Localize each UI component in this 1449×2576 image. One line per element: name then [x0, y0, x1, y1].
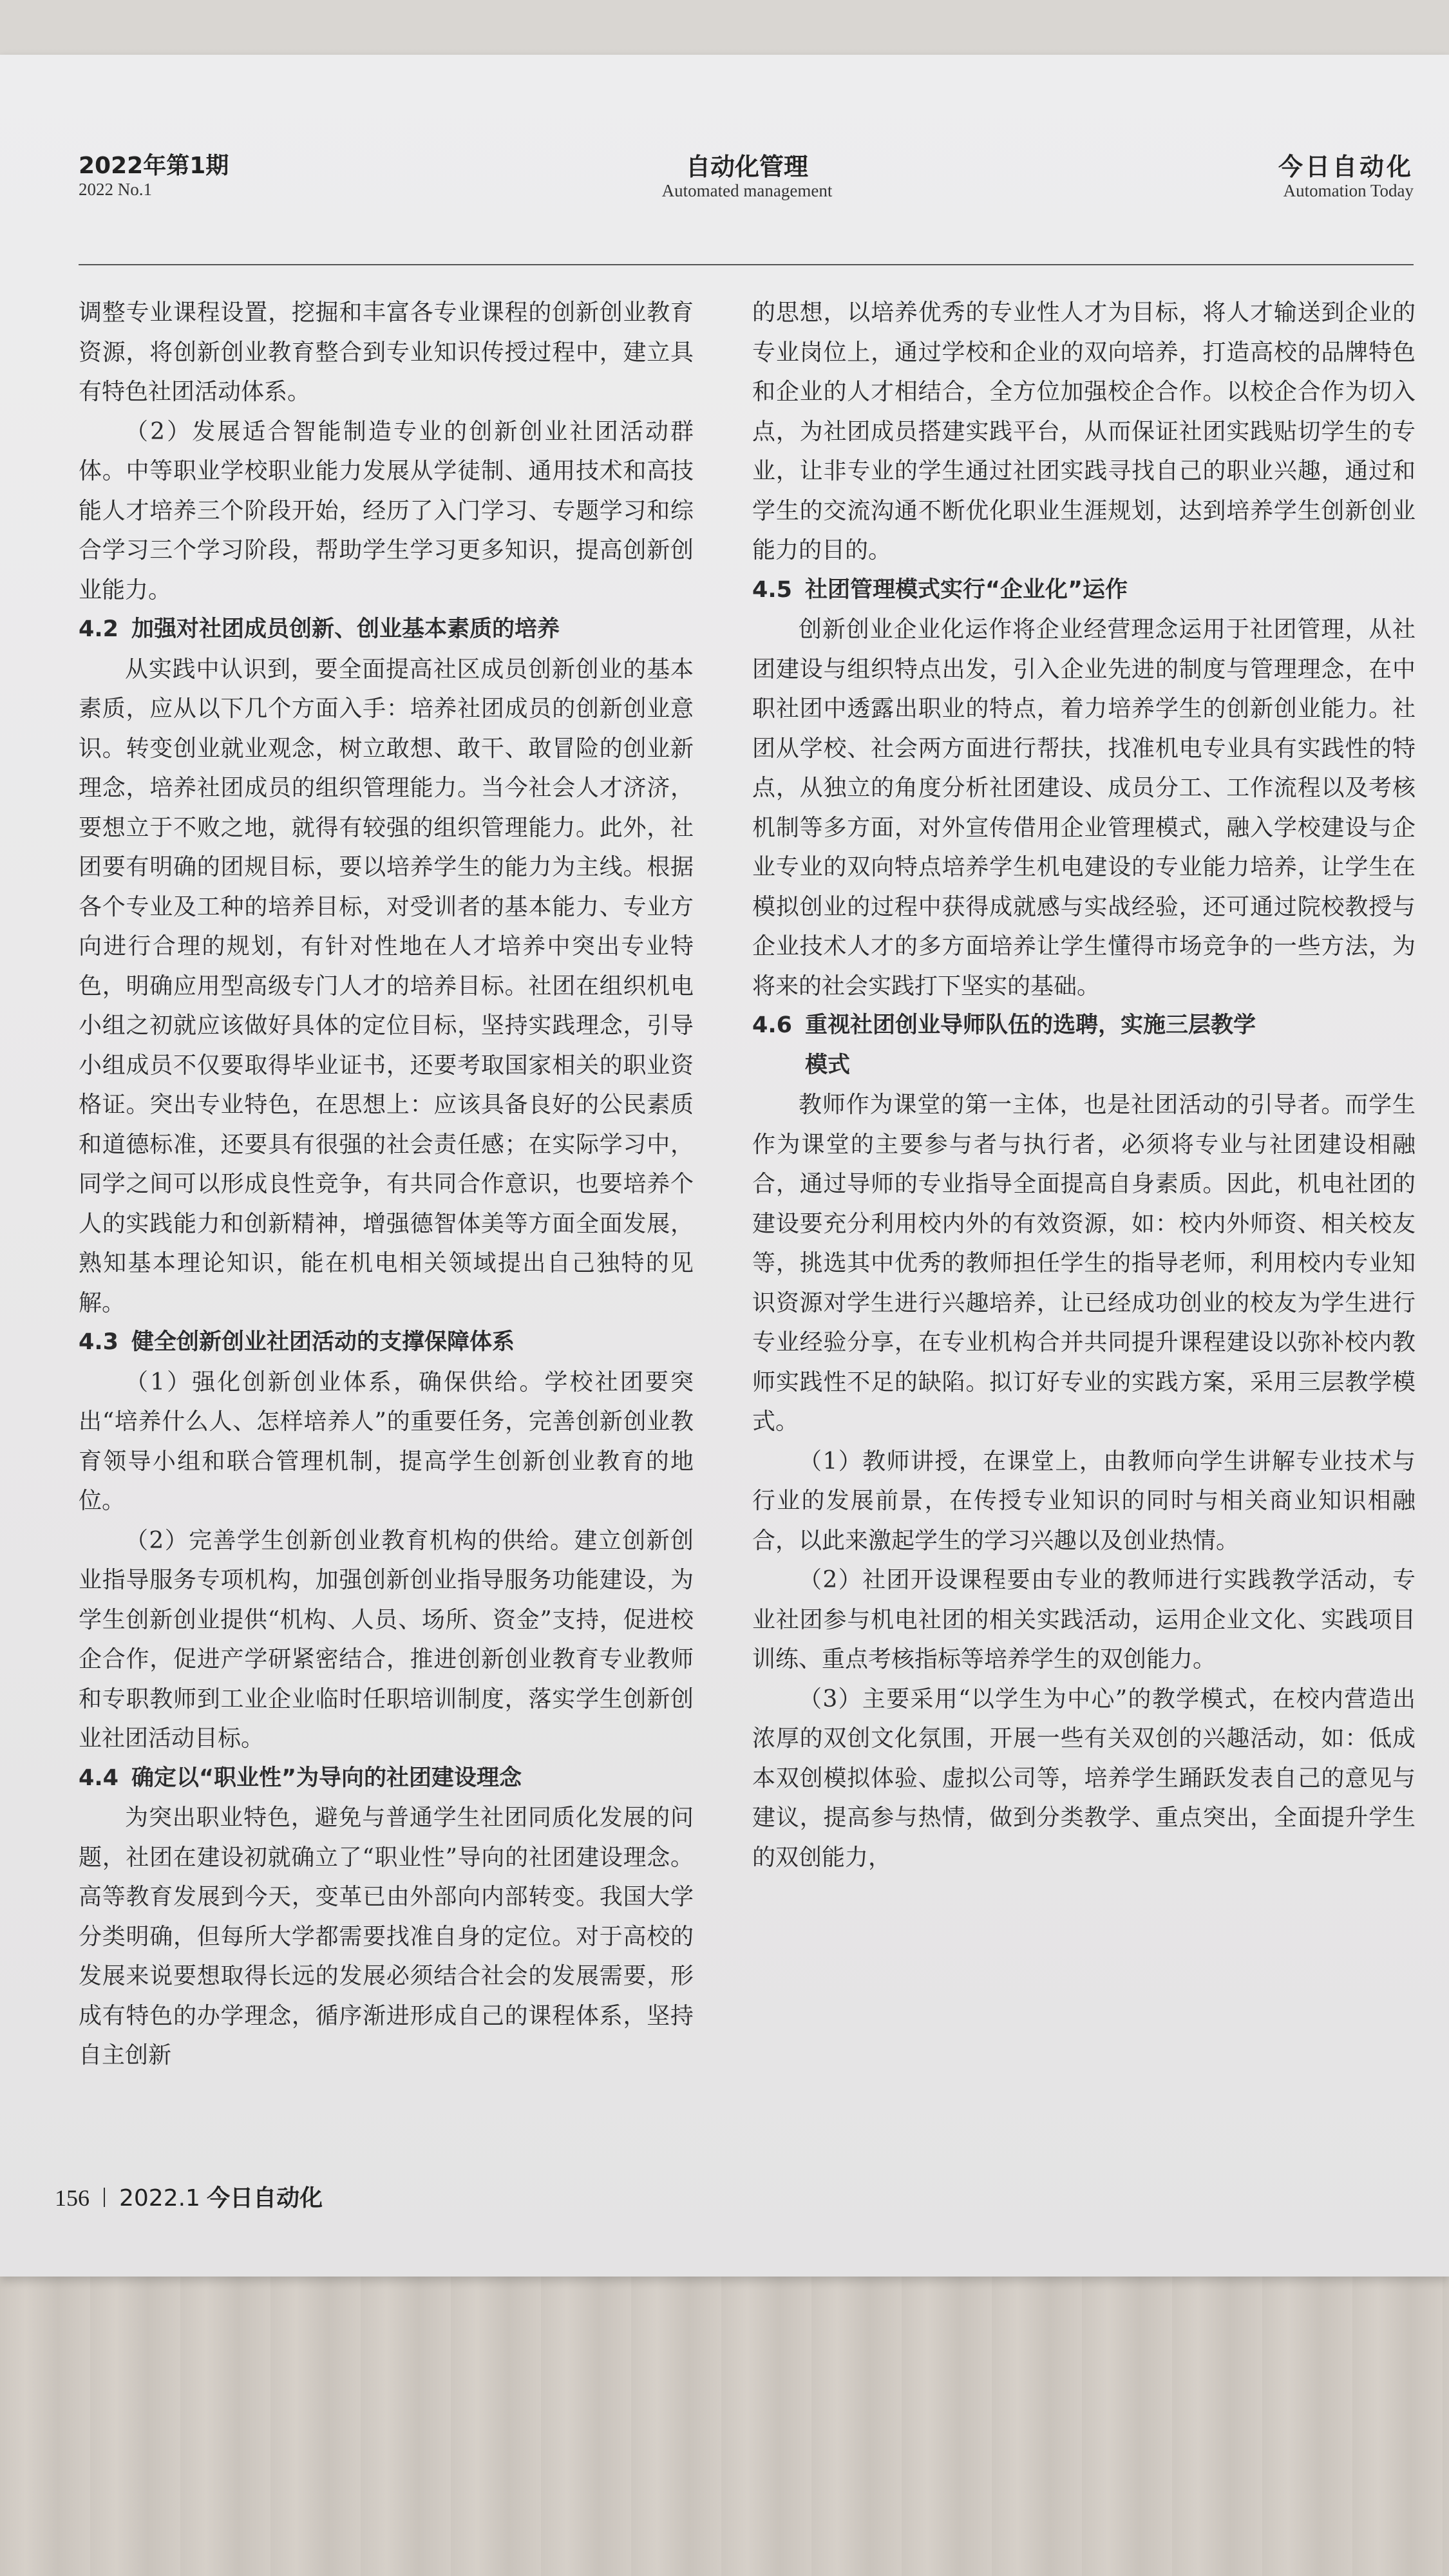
- table-surface: [0, 2277, 1449, 2576]
- paragraph: 从实践中认识到，要全面提高社区成员创新创业的基本素质，应从以下几个方面入手：培养社团成员的创新创业意识。转变创业就业观念，树立敢想、敢干、敢冒险的创业新理念，培养社团成员的组织管理能力。当今社会人才济济，要想立于不败之地，就得有较强的组织管理能力。此外，社团要有明确的团规目标，要以培养学生的能力为主线。根据各个专业及工种的培养目标，对受训者的基本能力、专业方向进行合理的规划，有针对性地在人才培养中突出专业特色，明确应用型高级专门人才的培养目标。社团在组织机电小组之初就应该做好具体的定位目标，坚持实践理念，引导小组成员不仅要取得毕业证书，还要考取国家相关的职业资格证。突出专业特色，在思想上：应该具备良好的公民素质和道德标准，还要具有很强的社会责任感；在实际学习中，同学之间可以形成良性竞争，有共同合作意识，也要培养个人的实践能力和创新精神，增强德智体美等方面全面发展，熟知基本理论知识，能在机电相关领域提出自己独特的见解。: [79, 656, 694, 1316]
- header-issue: [79, 153, 229, 200]
- section-number: 4.3: [79, 1329, 119, 1355]
- section-title: 社团管理模式实行“企业化”运作: [805, 576, 1128, 603]
- magazine-en: Automation Today: [1283, 181, 1414, 200]
- journal-en: Automated management: [661, 181, 833, 200]
- section-title: 重视社团创业导师队伍的选聘，实施三层教学: [805, 1012, 1256, 1038]
- section-heading-4-2: [79, 610, 694, 650]
- journal-cn: 自动化管理: [685, 153, 808, 181]
- header-magazine: [1278, 153, 1414, 201]
- paragraph: 调整专业课程设置，挖掘和丰富各专业课程的创新创业教育资源，将创新创业教育整合到专业知识传授过程中，建立具有特色社团活动体系。: [79, 299, 694, 405]
- section-number: 4.5: [752, 576, 793, 603]
- section-number: 4.2: [79, 616, 119, 642]
- paragraph: 教师作为课堂的第一主体，也是社团活动的引导者。而学生作为课堂的主要参与者与执行者，必须将专业与社团建设相融合，通过导师的专业指导全面提高自身素质。因此，机电社团的建设要充分利用校内外的有效资源，如：校内外师资、相关校友等，挑选其中优秀的教师担任学生的指导老师，利用校内专业知识资源对学生进行兴趣培养，让已经成功创业的校友为学生进行专业经验分享，在专业机构合并共同提升课程建设以弥补校内教师实践性不足的缺陷。拟订好专业的实践方案，采用三层教学模式。: [752, 1092, 1416, 1435]
- paragraph: 的思想，以培养优秀的专业性人才为目标，将人才输送到企业的专业岗位上，通过学校和企业的双向培养，打造高校的品牌特色和企业的人才相结合，全方位加强校企合作。以校企合作为切入点，为社团成员搭建实践平台，从而保证社团实践贴切学生的专业，让非专业的学生通过社团实践寻找自己的职业兴趣，通过和学生的交流沟通不断优化职业生涯规划，达到培养学生创新创业能力的目的。: [752, 299, 1416, 564]
- section-heading-4-4: [79, 1759, 694, 1799]
- section-title: 确定以“职业性”为导向的社团建设理念: [131, 1765, 522, 1791]
- section-number: 4.4: [79, 1765, 119, 1791]
- paragraph: （2）发展适合智能制造专业的创新创业社团活动群体。中等职业学校职业能力发展从学徒制、通用技术和高技能人才培养三个阶段开始，经历了入门学习、专题学习和综合学习三个学习阶段，帮助学生学习更多知识，提高创新创业能力。: [79, 418, 694, 603]
- left-column: [79, 293, 694, 2076]
- page-footer: [55, 2180, 323, 2213]
- page-number: 156: [55, 2185, 90, 2211]
- section-number: 4.6: [752, 1012, 793, 1038]
- section-heading-4-6: [752, 1006, 1416, 1085]
- paragraph: （1）强化创新创业体系，确保供给。学校社团要突出“培养什么人、怎样培养人”的重要任务，完善创新创业教育领导小组和联合管理机制，提高学生创新创业教育的地位。: [79, 1368, 694, 1514]
- paragraph: （1）教师讲授，在课堂上，由教师向学生讲解专业技术与行业的发展前景，在传授专业知识的同时与相关商业知识相融合，以此来激起学生的学习兴趣以及创业热情。: [752, 1448, 1416, 1554]
- header-rule: [79, 264, 1414, 265]
- footer-magazine: 今日自动化: [207, 2185, 323, 2211]
- section-title: 健全创新创业社团活动的支撑保障体系: [131, 1329, 515, 1355]
- issue-en: 2022 No.1: [79, 180, 152, 199]
- paragraph: 为突出职业特色，避免与普通学生社团同质化发展的问题，社团在建设初就确立了“职业性”导向的社团建设理念。高等教育发展到今天，变革已由外部向内部转变。我国大学分类明确，但每所大学都需要找准自身的定位。对于高校的发展来说要想取得长远的发展必须结合社会的发展需要，形成有特色的办学理念，循序渐进形成自己的课程体系，坚持自主创新: [79, 1804, 694, 2069]
- section-title-continued: 模式: [805, 1052, 851, 1078]
- issue-cn: 2022年第1期: [79, 153, 229, 179]
- section-heading-4-5: [752, 571, 1416, 611]
- paragraph: （2）社团开设课程要由专业的教师进行实践教学活动，专业社团参与机电社团的相关实践活动，运用企业文化、实践项目训练、重点考核指标等培养学生的双创能力。: [752, 1567, 1416, 1672]
- magazine-cn: 今日自动化: [1278, 153, 1414, 181]
- footer-separator: [104, 2188, 105, 2207]
- paragraph: （3）主要采用“以学生为中心”的教学模式，在校内营造出浓厚的双创文化氛围，开展一些有关双创的兴趣活动，如：低成本双创模拟体验、虚拟公司等，培养学生踊跃发表自己的意见与建议，提高参与热情，做到分类教学、重点突出，全面提升学生的双创能力，: [752, 1685, 1416, 1871]
- header-journal: [580, 153, 914, 201]
- right-column: [752, 293, 1416, 1877]
- section-heading-4-3: [79, 1323, 694, 1363]
- section-title: 加强对社团成员创新、创业基本素质的培养: [131, 616, 560, 642]
- footer-issue: 2022.1: [119, 2185, 200, 2211]
- paragraph: 创新创业企业化运作将企业经营理念运用于社团管理，从社团建设与组织特点出发，引入企业先进的制度与管理理念，在中职社团中透露出职业的特点，着力培养学生的创新创业能力。社团从学校、社会两方面进行帮扶，找准机电专业具有实践性的特点，从独立的角度分析社团建设、成员分工、工作流程以及考核机制等多方面，对外宣传借用企业管理模式，融入学校建设与企业专业的双向特点培养学生机电建设的专业能力培养，让学生在模拟创业的过程中获得成就感与实战经验，还可通过院校教授与企业技术人才的多方面培养让学生懂得市场竞争的一些方法，为将来的社会实践打下坚实的基础。: [752, 616, 1416, 999]
- paragraph: （2）完善学生创新创业教育机构的供给。建立创新创业指导服务专项机构，加强创新创业指导服务功能建设，为学生创新创业提供“机构、人员、场所、资金”支持，促进校企合作，促进产学研紧密结合，推进创新创业教育专业教师和专职教师到工业企业临时任职培训制度，落实学生创新创业社团活动目标。: [79, 1527, 694, 1752]
